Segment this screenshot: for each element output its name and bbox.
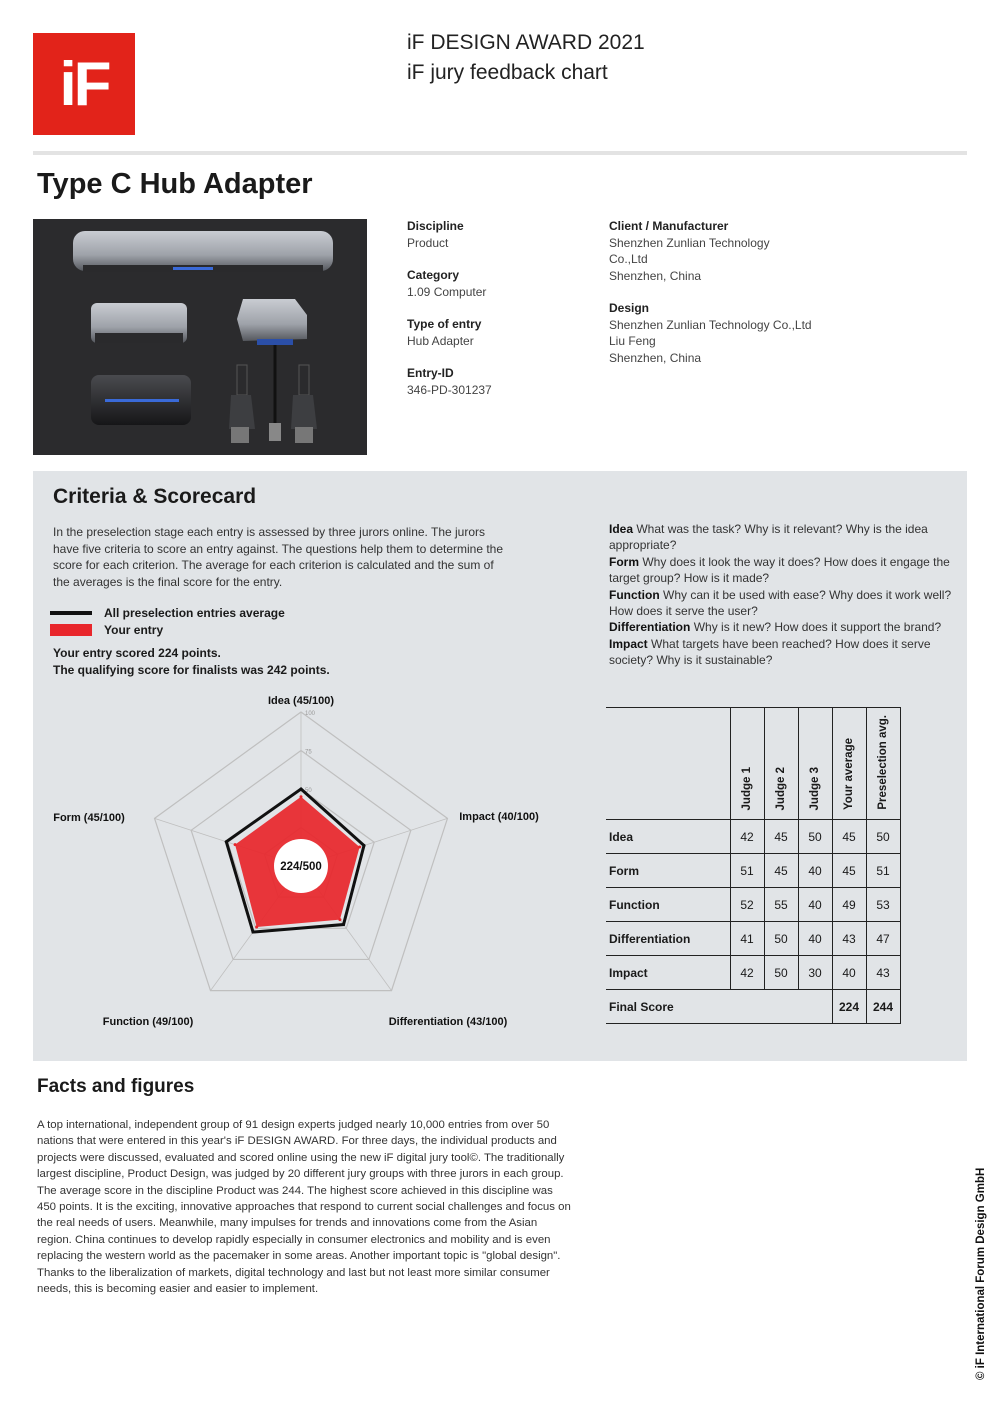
col-header [866, 708, 900, 820]
header-divider [33, 151, 967, 155]
table-row [606, 888, 900, 922]
score-cell: 45 [832, 820, 866, 854]
score-cell: 47 [866, 922, 900, 956]
score-cell: 40 [798, 922, 832, 956]
client-line: Co.,Ltd [609, 252, 648, 266]
legend-label: Your entry [104, 622, 164, 637]
table-corner [606, 708, 730, 820]
award-name: iF DESIGN AWARD 2021 [407, 31, 645, 54]
criteria-list [609, 521, 959, 669]
radar-axis-label: Idea (45/100) [267, 696, 335, 707]
final-score-yours: 224 [832, 990, 866, 1024]
score-cell: 30 [798, 956, 832, 990]
discipline-value: Product [407, 235, 449, 250]
row-label: Idea [606, 820, 730, 854]
score-cell: 43 [866, 956, 900, 990]
design-line: Shenzhen, China [609, 350, 702, 365]
table-row [606, 956, 900, 990]
legend-swatch-your-entry [50, 624, 92, 636]
score-cell: 42 [730, 956, 764, 990]
radar-ring-label: 75 [305, 749, 312, 756]
criterion-questions: Why is it new? How does it support the brand? [693, 620, 942, 635]
score-cell: 40 [798, 888, 832, 922]
chart-legend [50, 604, 285, 638]
radar-point-your-entry [300, 795, 303, 798]
design-label: Design [609, 301, 650, 315]
radar-point-your-entry [234, 843, 237, 846]
award-header [407, 28, 645, 88]
radar-ring-label: 100 [305, 711, 316, 717]
legend-item-your-entry [50, 621, 285, 638]
col-header [730, 708, 764, 820]
radar-axis-label: Form (45/100) [53, 812, 125, 824]
radar-axis-label: Impact (40/100) [459, 811, 539, 823]
col-header [798, 708, 832, 820]
radar-point-average [342, 923, 345, 926]
criterion-differentiation [609, 619, 959, 635]
criterion-questions: What was the task? Why is it relevant? Why is the idea appropriate? [609, 522, 928, 553]
client-line: Shenzhen, China [609, 268, 702, 283]
table-cell-empty [730, 990, 764, 1024]
final-score-row [606, 990, 900, 1024]
final-score-label: Final Score [606, 990, 730, 1024]
criterion-form [609, 554, 959, 587]
row-label: Function [606, 888, 730, 922]
scorecard-title: Criteria & Scorecard [53, 485, 257, 508]
legend-item-average [50, 604, 285, 621]
score-cell: 49 [832, 888, 866, 922]
radar-ring-label: 50 [305, 788, 312, 794]
row-label: Differentiation [606, 922, 730, 956]
table-cell-empty [764, 990, 798, 1024]
criterion-questions: Why can it be used with ease? Why does it work well? How does it serve the user? [609, 587, 952, 619]
table-cell-empty [798, 990, 832, 1024]
criterion-questions: What targets have been reached? How does it serve society? Why is it sustainable? [609, 636, 931, 668]
score-cell: 53 [866, 888, 900, 922]
score-cell: 43 [832, 922, 866, 956]
criterion-questions: Why does it look the way it does? How does it engage the target group? How is it made? [609, 554, 950, 586]
score-cell: 45 [764, 854, 798, 888]
entry-id-label: Entry-ID [407, 366, 454, 380]
score-cell: 50 [764, 922, 798, 956]
col-header-label: Judge 3 [809, 766, 821, 810]
score-cell: 51 [866, 854, 900, 888]
radar-point-your-entry [358, 845, 361, 848]
score-cell: 55 [764, 888, 798, 922]
hub-adapter-photo [33, 219, 367, 455]
radar-center-label: 224/500 [280, 861, 322, 873]
final-score-average: 244 [866, 990, 900, 1024]
table-row [606, 854, 900, 888]
scorecard-intro: In the preselection stage each entry is assessed by three jurors online. The jurors have five criteria to score an entry against. The questions help them to determine the score for each criterion. The average for each criterion is calculated and the sum of the averages is the final score for the entry. [53, 525, 504, 589]
criterion-name: Impact [609, 636, 648, 651]
score-cell: 45 [764, 820, 798, 854]
design-line: Shenzhen Zunlian Technology Co.,Ltd [609, 317, 812, 332]
score-cell: 52 [730, 888, 764, 922]
score-cell: 50 [866, 820, 900, 854]
entry-title: Type C Hub Adapter [37, 168, 313, 200]
category-value: 1.09 Computer [407, 284, 487, 299]
radar-point-average [300, 788, 303, 791]
score-cell: 51 [730, 854, 764, 888]
score-cell: 50 [764, 956, 798, 990]
criterion-name: Function [609, 587, 660, 602]
score-cell: 50 [798, 820, 832, 854]
score-cell: 45 [832, 854, 866, 888]
category-label: Category [407, 268, 460, 282]
radar-point-average [225, 840, 228, 843]
criterion-name: Form [609, 554, 639, 569]
entry-type-label: Type of entry [407, 317, 482, 331]
col-header [832, 708, 866, 820]
criterion-impact [609, 636, 959, 669]
entry-details [407, 218, 587, 414]
col-header-label: Preselection avg. [877, 715, 889, 810]
radar-point-your-entry [338, 918, 341, 921]
col-header-label: Judge 1 [741, 766, 753, 810]
radar-point-average [362, 844, 365, 847]
qualifying-score-text: The qualifying score for finalists was 242 points. [53, 662, 330, 677]
radar-chart [33, 696, 593, 1056]
entry-id-value: 346-PD-301237 [407, 382, 492, 397]
col-header-label: Judge 2 [775, 766, 787, 810]
client-label: Client / Manufacturer [609, 219, 729, 233]
product-image [33, 219, 367, 455]
radar-point-average [252, 931, 255, 934]
client-line: Shenzhen Zunlian Technology [609, 235, 770, 250]
client-details [609, 218, 869, 382]
criterion-name: Differentiation [609, 620, 691, 635]
row-label: Impact [606, 956, 730, 990]
score-summary [53, 645, 330, 678]
radar-axis-label: Function (49/100) [102, 1016, 194, 1028]
score-cell: 42 [730, 820, 764, 854]
radar-axis-label: Differentiation (43/100) [388, 1016, 508, 1028]
col-header [764, 708, 798, 820]
design-line: Liu Feng [609, 334, 656, 348]
score-table-header [606, 708, 900, 820]
score-cell: 40 [798, 854, 832, 888]
col-header-label: Your average [843, 737, 855, 810]
score-cell: 41 [730, 922, 764, 956]
legend-swatch-average [50, 611, 92, 615]
entry-score-text: Your entry scored 224 points. [53, 646, 221, 660]
table-row [606, 922, 900, 956]
criterion-name: Idea [609, 522, 634, 536]
award-subtitle: iF jury feedback chart [407, 61, 608, 84]
score-table [606, 707, 901, 1024]
if-logo: iF [33, 33, 135, 135]
facts-body: A top international, independent group of 91 design experts judged nearly 10,000 entries from over 50 nations that were entered in this year's iF DESIGN AWARD. For three days, the individual products and projects were discussed, evaluated and scored online using the new iF digital jury tool©. The traditionally largest discipline, Product Design, was judged by 20 different jury groups with three jurors in each group. The average score in the discipline Product was 244. The highest score achieved in this discipline was 450 points. It is the exciting, innovative approaches that respond to current social challenges and focus on the real needs of users. Meanwhile, many impulses for trends and innovations come from the Asian region. China continues to develop rapidly especially in consumer electronics and mobility and is even replacing the western world as the pacemaker in some areas. Another important topic is "global design". Thanks to the liberalization of markets, digital technology and last but not least more similar consumer needs, this is becoming easier and easier to implement. [37, 1119, 571, 1296]
scorecard-panel [33, 471, 967, 1061]
score-cell: 40 [832, 956, 866, 990]
discipline-label: Discipline [407, 219, 464, 233]
table-row [606, 820, 900, 854]
row-label: Form [606, 854, 730, 888]
legend-label: All preselection entries average [104, 605, 285, 620]
facts-title: Facts and figures [37, 1076, 195, 1097]
copyright-notice: © iF International Forum Design GmbH [975, 1167, 987, 1380]
criterion-idea [609, 521, 959, 554]
radar-point-your-entry [255, 926, 258, 929]
entry-type-value: Hub Adapter [407, 333, 474, 348]
criterion-function [609, 587, 959, 620]
